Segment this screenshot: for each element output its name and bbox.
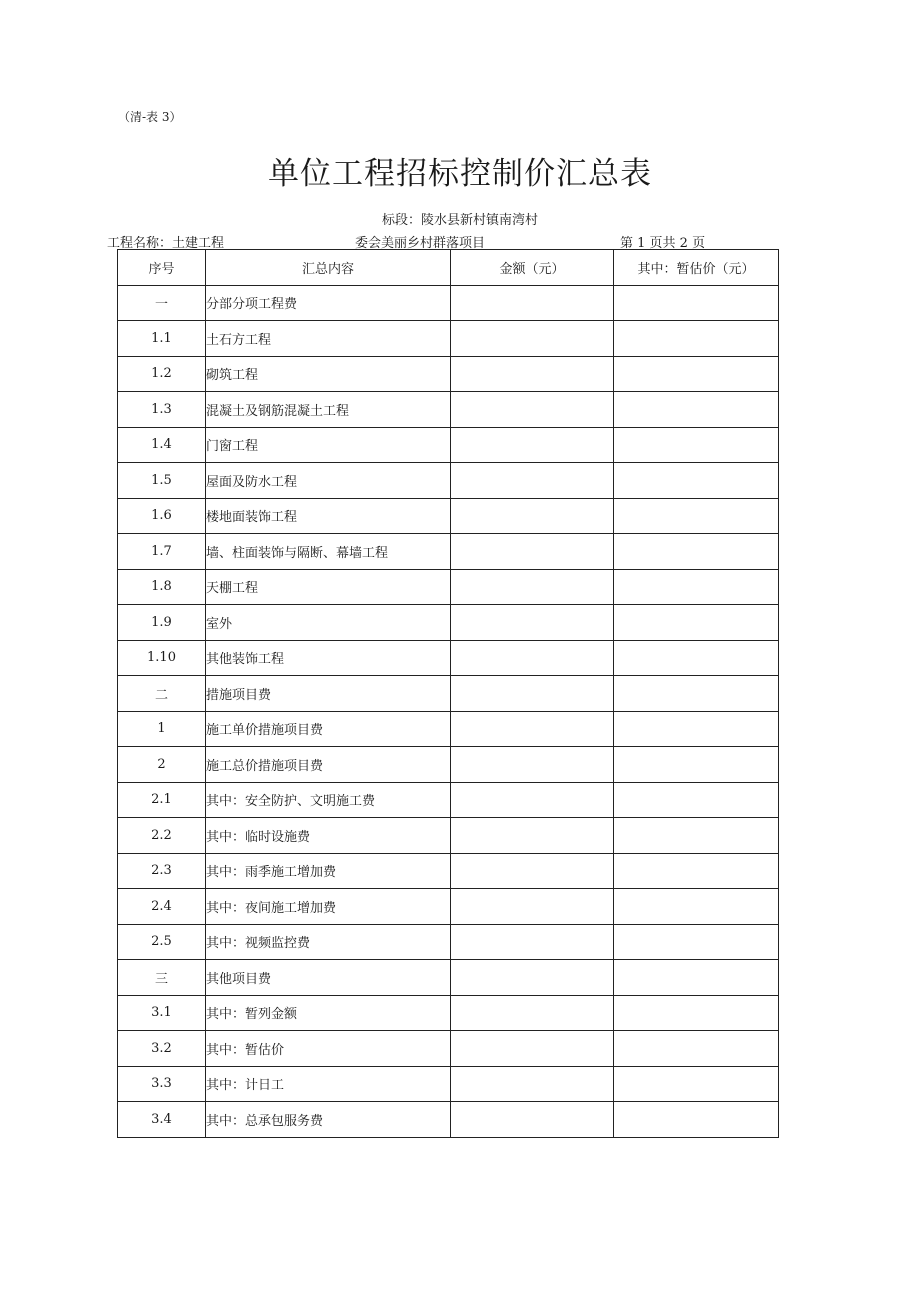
row-content: 施工总价措施项目费 bbox=[206, 747, 451, 783]
row-content: 天棚工程 bbox=[206, 569, 451, 605]
row-amount bbox=[451, 1102, 614, 1138]
row-content: 砌筑工程 bbox=[206, 356, 451, 392]
row-provisional bbox=[614, 498, 779, 534]
row-provisional bbox=[614, 356, 779, 392]
row-amount bbox=[451, 1066, 614, 1102]
row-amount bbox=[451, 747, 614, 783]
row-provisional bbox=[614, 676, 779, 712]
table-row bbox=[118, 392, 779, 428]
row-amount bbox=[451, 427, 614, 463]
row-provisional bbox=[614, 569, 779, 605]
row-seq: 1.6 bbox=[118, 498, 206, 534]
row-amount bbox=[451, 889, 614, 925]
row-amount bbox=[451, 569, 614, 605]
row-content: 其中：暂估价 bbox=[206, 1031, 451, 1067]
row-provisional bbox=[614, 995, 779, 1031]
row-content: 其中：视频监控费 bbox=[206, 924, 451, 960]
table-row bbox=[118, 853, 779, 889]
row-amount bbox=[451, 498, 614, 534]
header-provisional: 其中：暂估价（元） bbox=[614, 250, 779, 286]
row-amount bbox=[451, 640, 614, 676]
table-row bbox=[118, 605, 779, 641]
table-row bbox=[118, 818, 779, 854]
row-seq: 2.3 bbox=[118, 853, 206, 889]
row-amount bbox=[451, 960, 614, 996]
row-seq: 1.10 bbox=[118, 640, 206, 676]
row-seq: 1.2 bbox=[118, 356, 206, 392]
row-content: 混凝土及钢筋混凝土工程 bbox=[206, 392, 451, 428]
table-row bbox=[118, 498, 779, 534]
row-content: 其中：总承包服务费 bbox=[206, 1102, 451, 1138]
row-provisional bbox=[614, 463, 779, 499]
row-content: 室外 bbox=[206, 605, 451, 641]
row-amount bbox=[451, 321, 614, 357]
row-content: 其他项目费 bbox=[206, 960, 451, 996]
row-amount bbox=[451, 356, 614, 392]
table-row bbox=[118, 356, 779, 392]
row-content: 其中：雨季施工增加费 bbox=[206, 853, 451, 889]
row-content: 其中：暂列金额 bbox=[206, 995, 451, 1031]
table-row bbox=[118, 995, 779, 1031]
row-provisional bbox=[614, 1066, 779, 1102]
row-provisional bbox=[614, 747, 779, 783]
row-content: 墙、柱面装饰与隔断、幕墙工程 bbox=[206, 534, 451, 570]
row-seq: 1.9 bbox=[118, 605, 206, 641]
row-amount bbox=[451, 285, 614, 321]
row-amount bbox=[451, 1031, 614, 1067]
row-seq: 2.2 bbox=[118, 818, 206, 854]
form-number: （清-表 3） bbox=[118, 110, 182, 124]
table-row bbox=[118, 640, 779, 676]
table-row bbox=[118, 676, 779, 712]
row-seq: 1.5 bbox=[118, 463, 206, 499]
row-amount bbox=[451, 605, 614, 641]
row-provisional bbox=[614, 782, 779, 818]
row-content: 其中：夜间施工增加费 bbox=[206, 889, 451, 925]
row-seq: 1.4 bbox=[118, 427, 206, 463]
row-amount bbox=[451, 853, 614, 889]
row-seq: 一 bbox=[118, 285, 206, 321]
row-provisional bbox=[614, 1102, 779, 1138]
row-amount bbox=[451, 676, 614, 712]
row-provisional bbox=[614, 392, 779, 428]
row-seq: 3.3 bbox=[118, 1066, 206, 1102]
section-label: 标段：陵水县新村镇南湾村 bbox=[381, 213, 538, 228]
table-row bbox=[118, 321, 779, 357]
row-provisional bbox=[614, 640, 779, 676]
row-provisional bbox=[614, 427, 779, 463]
row-provisional bbox=[614, 711, 779, 747]
row-amount bbox=[451, 463, 614, 499]
row-provisional bbox=[614, 605, 779, 641]
row-seq: 2.4 bbox=[118, 889, 206, 925]
table-header bbox=[118, 250, 779, 286]
row-content: 门窗工程 bbox=[206, 427, 451, 463]
table-row bbox=[118, 1066, 779, 1102]
row-amount bbox=[451, 782, 614, 818]
row-content: 其他装饰工程 bbox=[206, 640, 451, 676]
row-content: 措施项目费 bbox=[206, 676, 451, 712]
table-row bbox=[118, 285, 779, 321]
table-row bbox=[118, 924, 779, 960]
page-info: 第 1 页共 2 页 bbox=[620, 236, 706, 251]
row-provisional bbox=[614, 924, 779, 960]
row-content: 施工单价措施项目费 bbox=[206, 711, 451, 747]
row-content: 屋面及防水工程 bbox=[206, 463, 451, 499]
row-content: 其中：计日工 bbox=[206, 1066, 451, 1102]
row-seq: 二 bbox=[118, 676, 206, 712]
row-amount bbox=[451, 534, 614, 570]
row-seq: 1.8 bbox=[118, 569, 206, 605]
row-provisional bbox=[614, 853, 779, 889]
header-seq: 序号 bbox=[118, 250, 206, 286]
table-body bbox=[118, 285, 779, 1137]
row-content: 分部分项工程费 bbox=[206, 285, 451, 321]
row-seq: 3.2 bbox=[118, 1031, 206, 1067]
table-row bbox=[118, 782, 779, 818]
summary-table bbox=[117, 249, 779, 1138]
row-seq: 2.1 bbox=[118, 782, 206, 818]
row-seq: 1.7 bbox=[118, 534, 206, 570]
row-amount bbox=[451, 924, 614, 960]
row-seq: 3.1 bbox=[118, 995, 206, 1031]
row-seq: 2.5 bbox=[118, 924, 206, 960]
row-content: 其中：安全防护、文明施工费 bbox=[206, 782, 451, 818]
table-row bbox=[118, 463, 779, 499]
table-row bbox=[118, 427, 779, 463]
project-owner: 委会美丽乡村群落项目 bbox=[355, 236, 486, 251]
header-amount: 金额（元） bbox=[451, 250, 614, 286]
table-row bbox=[118, 1102, 779, 1138]
row-provisional bbox=[614, 889, 779, 925]
row-seq: 3.4 bbox=[118, 1102, 206, 1138]
row-seq: 1.1 bbox=[118, 321, 206, 357]
row-provisional bbox=[614, 321, 779, 357]
row-seq: 1 bbox=[118, 711, 206, 747]
row-provisional bbox=[614, 285, 779, 321]
row-amount bbox=[451, 392, 614, 428]
row-seq: 2 bbox=[118, 747, 206, 783]
table-row bbox=[118, 1031, 779, 1067]
row-content: 土石方工程 bbox=[206, 321, 451, 357]
row-seq: 三 bbox=[118, 960, 206, 996]
row-content: 楼地面装饰工程 bbox=[206, 498, 451, 534]
row-provisional bbox=[614, 534, 779, 570]
header-content: 汇总内容 bbox=[206, 250, 451, 286]
row-amount bbox=[451, 995, 614, 1031]
project-name: 工程名称：土建工程 bbox=[107, 236, 225, 251]
row-provisional bbox=[614, 818, 779, 854]
table-row bbox=[118, 889, 779, 925]
row-seq: 1.3 bbox=[118, 392, 206, 428]
table-row bbox=[118, 747, 779, 783]
row-amount bbox=[451, 818, 614, 854]
table-row bbox=[118, 534, 779, 570]
row-provisional bbox=[614, 960, 779, 996]
row-provisional bbox=[614, 1031, 779, 1067]
row-content: 其中：临时设施费 bbox=[206, 818, 451, 854]
row-amount bbox=[451, 711, 614, 747]
table-row bbox=[118, 960, 779, 996]
table-row bbox=[118, 711, 779, 747]
page-title: 单位工程招标控制价汇总表 bbox=[268, 156, 652, 192]
header-row bbox=[118, 250, 779, 286]
table-row bbox=[118, 569, 779, 605]
